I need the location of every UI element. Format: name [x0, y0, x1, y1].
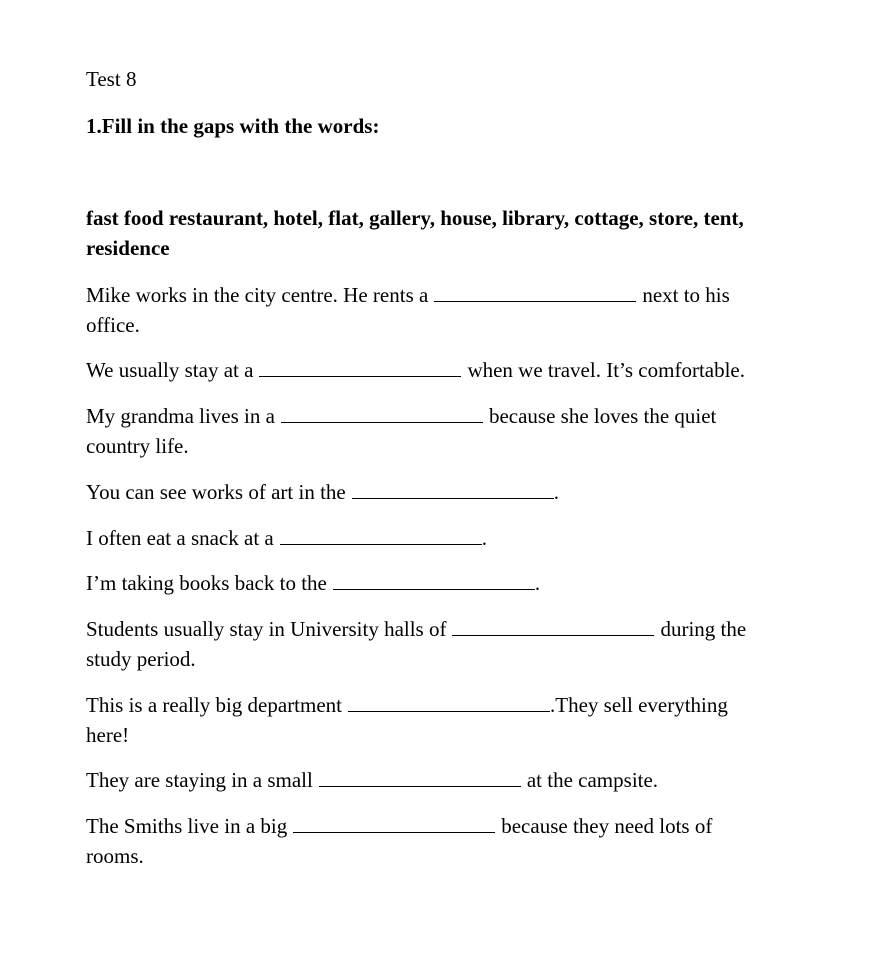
sentence-text-before: Students usually stay in University halls of: [86, 617, 447, 641]
sentence-text-after: during the study period.: [86, 617, 747, 671]
answer-gap[interactable]: [352, 478, 554, 499]
sentence-text-after: .: [553, 480, 559, 504]
sentence-text-after: when we travel. It’s comfortable.: [467, 358, 746, 382]
sentence-3: [86, 401, 756, 461]
word-bank: fast food restaurant, hotel, flat, gallery, house, library, cottage, store, tent, residence: [86, 206, 744, 260]
sentence-text-before: This is a really big department: [86, 693, 343, 717]
answer-gap[interactable]: [281, 402, 483, 423]
sentence-text-before: My grandma lives in a: [86, 404, 275, 428]
sentence-8: [86, 690, 766, 750]
sentence-text-after: at the campsite.: [526, 768, 659, 792]
sentence-text-after: because they need lots of rooms.: [86, 814, 713, 868]
sentence-text-before: I’m taking books back to the: [86, 571, 327, 595]
answer-gap[interactable]: [319, 766, 521, 787]
answer-gap[interactable]: [333, 569, 535, 590]
sentence-7: [86, 614, 786, 674]
sentence-10: [86, 811, 756, 871]
sentence-1: [86, 280, 776, 340]
answer-gap[interactable]: [434, 281, 636, 302]
sentence-text-before: The Smiths live in a big: [86, 814, 288, 838]
answer-gap[interactable]: [280, 524, 482, 545]
sentence-text-before: You can see works of art in the: [86, 480, 346, 504]
sentence-2: [86, 355, 786, 385]
answer-gap[interactable]: [293, 812, 495, 833]
sentence-text-before: Mike works in the city centre. He rents a: [86, 283, 429, 307]
sentence-5: [86, 523, 776, 553]
sentence-text-after: next to his office.: [86, 283, 730, 337]
sentence-text-before: They are staying in a small: [86, 768, 313, 792]
sentence-text-after: .: [481, 526, 487, 550]
sentence-9: [86, 765, 776, 795]
sentence-6: [86, 568, 776, 598]
sentence-text-before: I often eat a snack at a: [86, 526, 274, 550]
sentence-text-before: We usually stay at a: [86, 358, 254, 382]
sentence-text-after: .They sell everything here!: [86, 693, 728, 747]
task-heading: 1.Fill in the gaps with the words:: [86, 114, 380, 138]
sentence-4: [86, 477, 776, 507]
sentence-text-after: because she loves the quiet country life.: [86, 404, 717, 458]
test-title: Test 8: [86, 67, 137, 91]
answer-gap[interactable]: [452, 615, 654, 636]
answer-gap[interactable]: [348, 691, 550, 712]
sentence-text-after: .: [534, 571, 541, 595]
answer-gap[interactable]: [259, 356, 461, 377]
